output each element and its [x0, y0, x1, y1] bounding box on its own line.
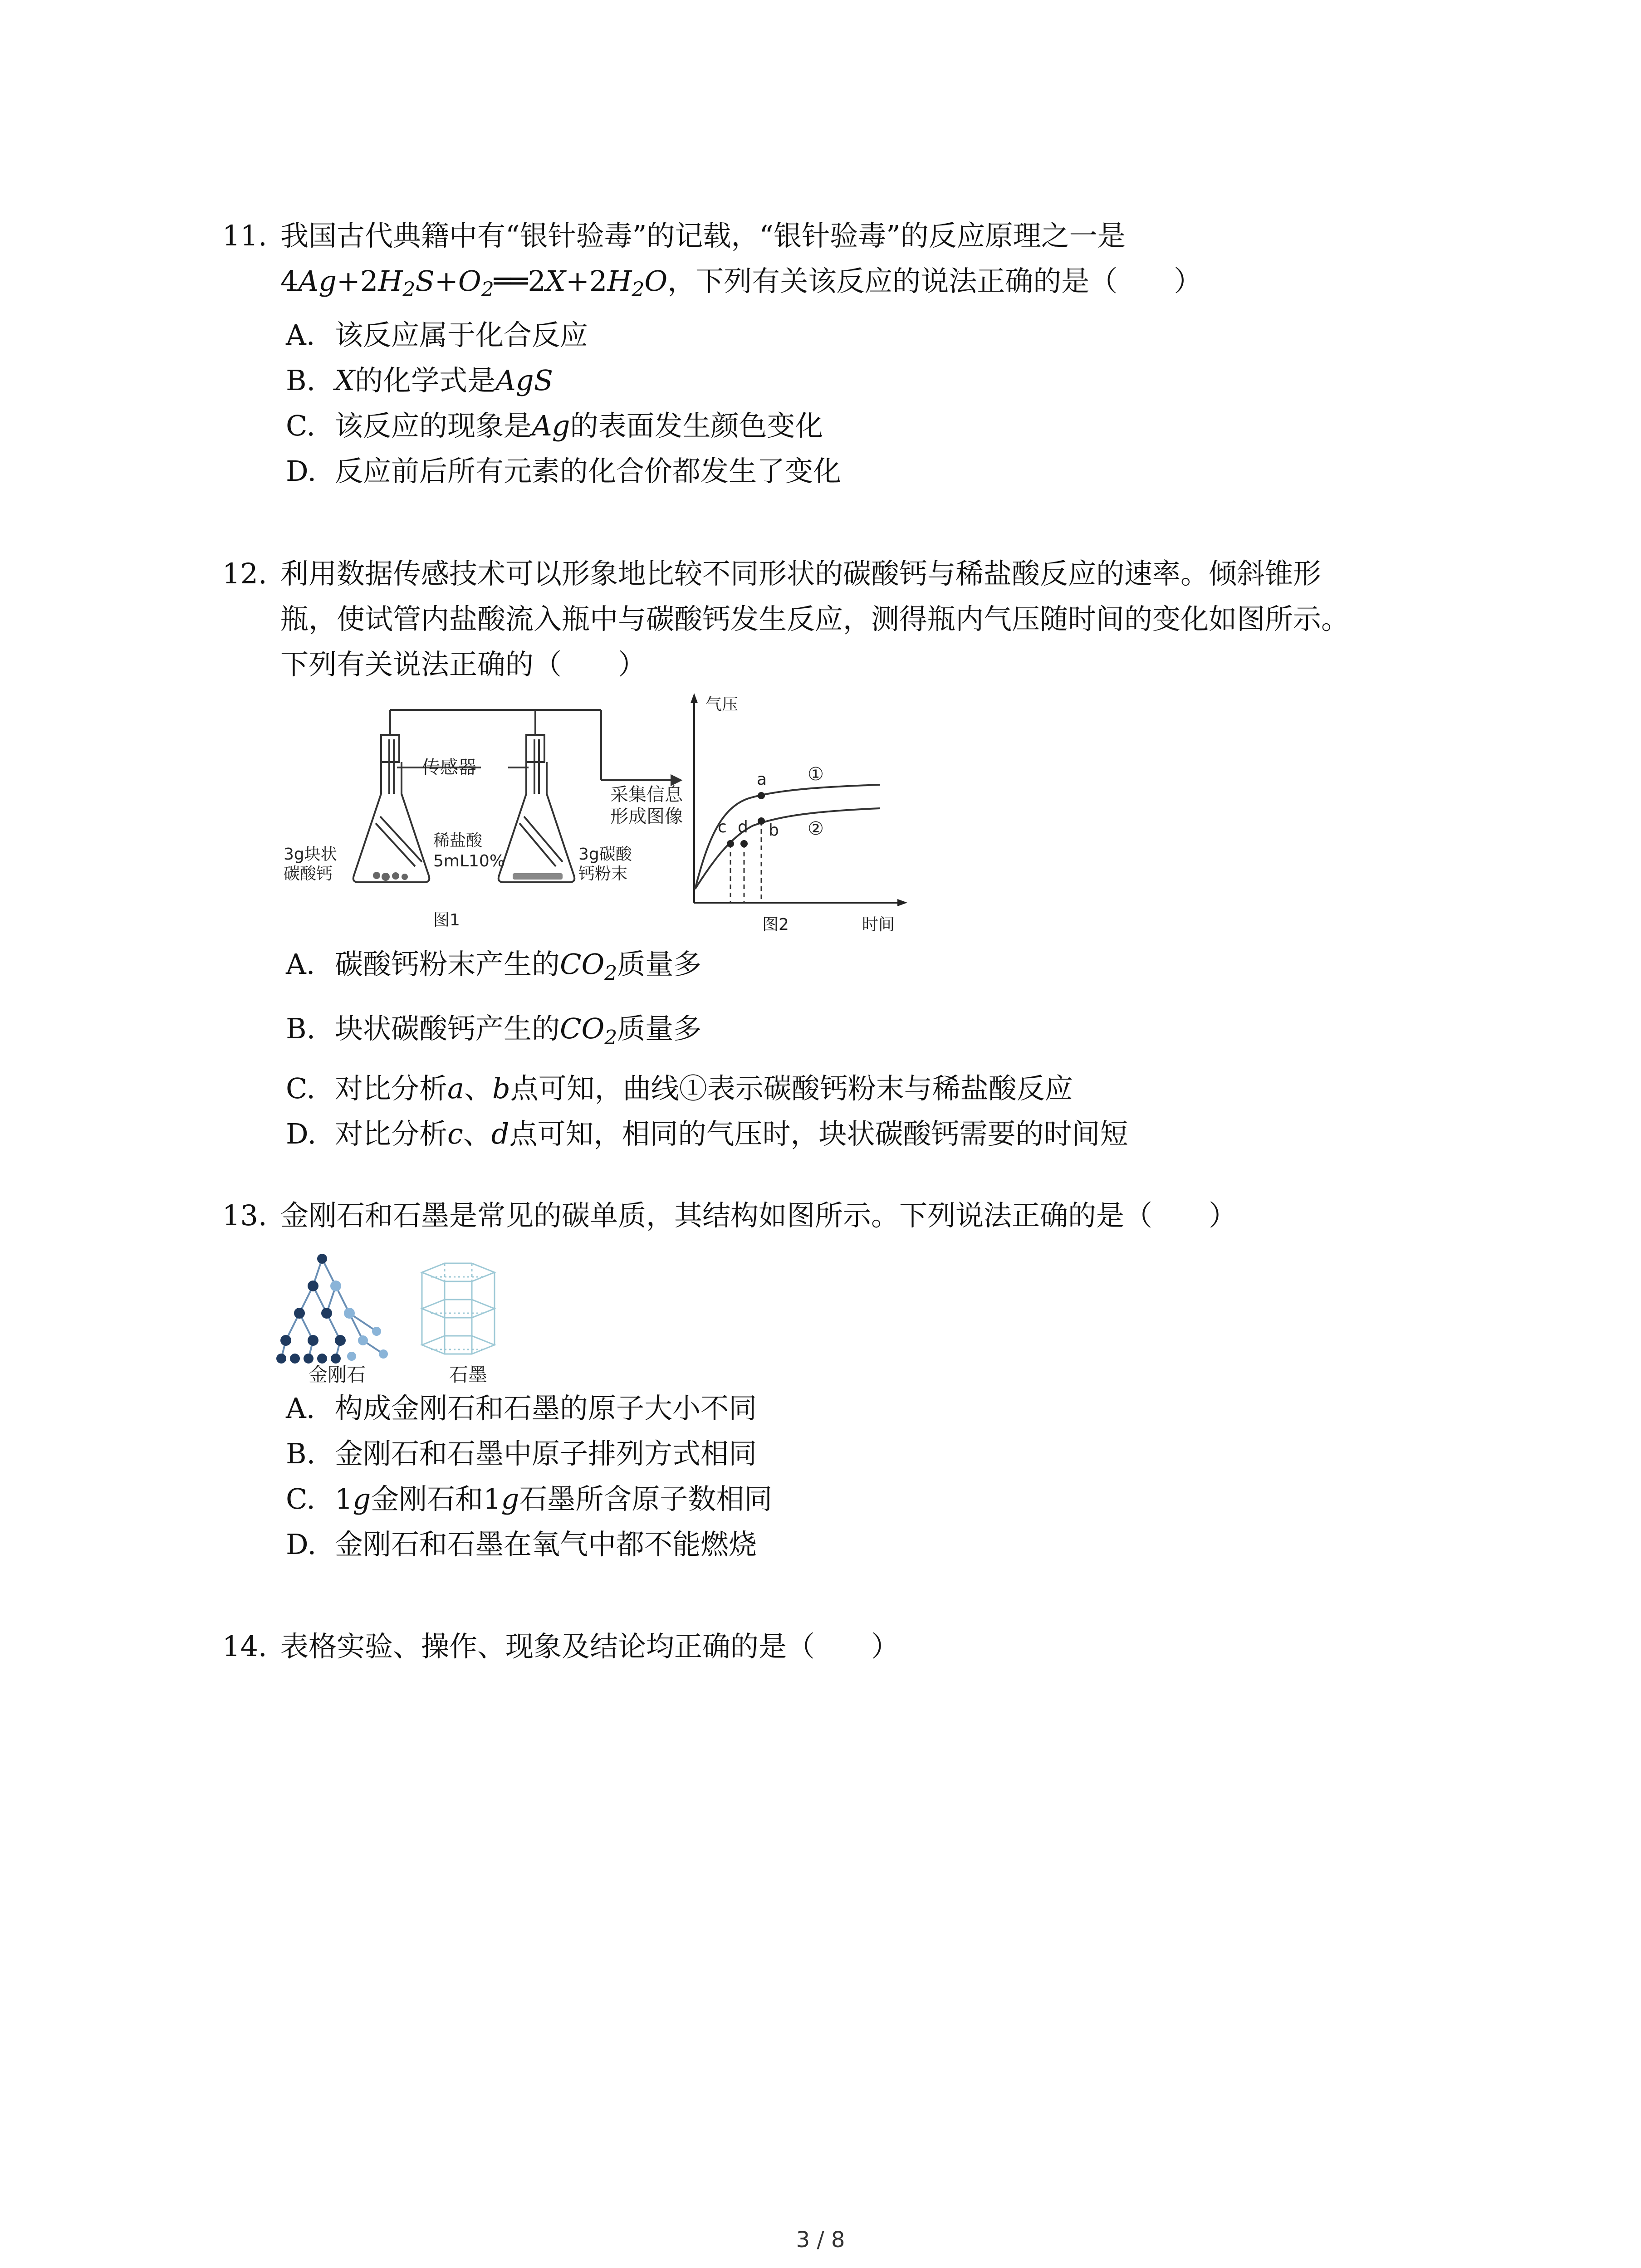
label-b: b	[769, 821, 779, 840]
pressure-graph	[691, 693, 907, 934]
diamond-structure	[276, 1254, 388, 1364]
collect-label-2: 形成图像	[610, 806, 683, 827]
q12-option-b[interactable]: B. 块状碳酸钙产生的$CO_2$质量多	[286, 1012, 702, 1050]
q12-stem-line1: 12. 利用数据传感技术可以形象地比较不同形状的碳酸钙与稀盐酸反应的速率。倾斜锥形	[222, 551, 1447, 596]
right-flask-powder	[513, 873, 563, 880]
q11-equation-line	[222, 259, 1447, 313]
diamond-caption: 金刚石	[309, 1364, 366, 1383]
q12-figure	[272, 689, 916, 948]
left-flask	[353, 735, 430, 882]
right-flask-label-1: 3g碳酸	[578, 845, 632, 864]
q13-option-c[interactable]: C. 1g金刚石和1g石墨所含原子数相同	[286, 1482, 773, 1515]
q12-option-c[interactable]: C. 对比分析a、b点可知，曲线①表示碳酸钙粉末与稀盐酸反应	[286, 1071, 1073, 1105]
graph-y-label: 气压	[705, 695, 739, 714]
left-flask-solid	[373, 872, 408, 881]
right-flask-label-2: 钙粉末	[578, 865, 628, 883]
curve-1-label: ①	[808, 764, 824, 785]
fig1-caption: 图1	[433, 911, 460, 929]
q11-option-c[interactable]: C. 该反应的现象是Ag的表面发生颜色变化	[286, 409, 823, 442]
point-a	[758, 792, 765, 799]
fig2-caption: 图2	[762, 915, 789, 934]
q13-option-a[interactable]: A. 构成金刚石和石墨的原子大小不同	[286, 1392, 757, 1425]
left-flask-label-1: 3g块状	[284, 845, 337, 864]
curve-1	[695, 785, 880, 889]
q11-option-b[interactable]: B. X的化学式是AgS	[286, 364, 554, 397]
point-c	[727, 840, 734, 847]
q12-stem-line2: 瓶，使试管内盐酸流入瓶中与碳酸钙发生反应，测得瓶内气压随时间的变化如图所示。	[280, 602, 1350, 635]
graph-x-label: 时间	[862, 915, 895, 934]
q11-number: 11.	[222, 219, 267, 252]
label-c: c	[718, 818, 727, 836]
graphite-structure	[422, 1263, 495, 1354]
q13-stem: 13. 金刚石和石墨是常见的碳单质，其结构如图所示。下列说法正确的是（ ）	[222, 1193, 1447, 1238]
question-14	[222, 1624, 1447, 1669]
question-13-options	[222, 1386, 1447, 1567]
sensor-label: 传感器	[422, 757, 476, 778]
question-13	[222, 1193, 1447, 1238]
q11-stem	[222, 213, 1447, 259]
q13-figure	[272, 1245, 554, 1383]
point-b	[758, 817, 765, 825]
q12-stem-line3: 下列有关说法正确的（ ）	[280, 648, 647, 681]
label-a: a	[757, 770, 767, 789]
page-number: 3 / 8	[796, 2227, 845, 2253]
collect-label-1: 采集信息	[610, 784, 683, 805]
graphite-caption: 石墨	[449, 1364, 488, 1383]
point-d	[740, 840, 748, 847]
q12-option-a[interactable]: A. 碳酸钙粉末产生的$CO_2$质量多	[286, 948, 702, 985]
right-flask	[499, 735, 575, 882]
question-12-options	[222, 937, 1447, 1157]
acid-label-1: 稀盐酸	[433, 831, 483, 850]
q11-stem-tail: ，下列有关该反应的说法正确的是（ ）	[667, 264, 1202, 298]
label-d: d	[738, 818, 748, 836]
q12-option-d[interactable]: D. 对比分析c、d点可知，相同的气压时，块状碳酸钙需要的时间短	[286, 1117, 1128, 1150]
question-11	[222, 213, 1447, 494]
q14-number: 14.	[222, 1630, 267, 1663]
q11-equation: $4Ag+2H_2S+O_2══2X+2H_2O$	[280, 264, 668, 301]
q11-option-d[interactable]: D. 反应前后所有元素的化合价都发生了变化	[286, 455, 842, 488]
q11-option-a[interactable]: A. 该反应属于化合反应	[286, 318, 588, 352]
q11-stem-text: 我国古代典籍中有“银针验毒”的记载，“银针验毒”的反应原理之一是	[280, 219, 1126, 252]
q13-option-b[interactable]: B. 金刚石和石墨中原子排列方式相同	[286, 1437, 757, 1470]
q13-option-d[interactable]: D. 金刚石和石墨在氧气中都不能燃烧	[286, 1528, 757, 1561]
question-12	[222, 551, 1447, 687]
curve-2-label: ②	[808, 818, 824, 839]
acid-label-2: 5mL10%	[433, 852, 505, 870]
q14-stem: 14. 表格实验、操作、现象及结论均正确的是（ ）	[222, 1624, 1447, 1669]
q13-number: 13.	[222, 1199, 267, 1232]
q12-number: 12.	[222, 557, 267, 590]
left-flask-label-2: 碳酸钙	[284, 865, 333, 883]
